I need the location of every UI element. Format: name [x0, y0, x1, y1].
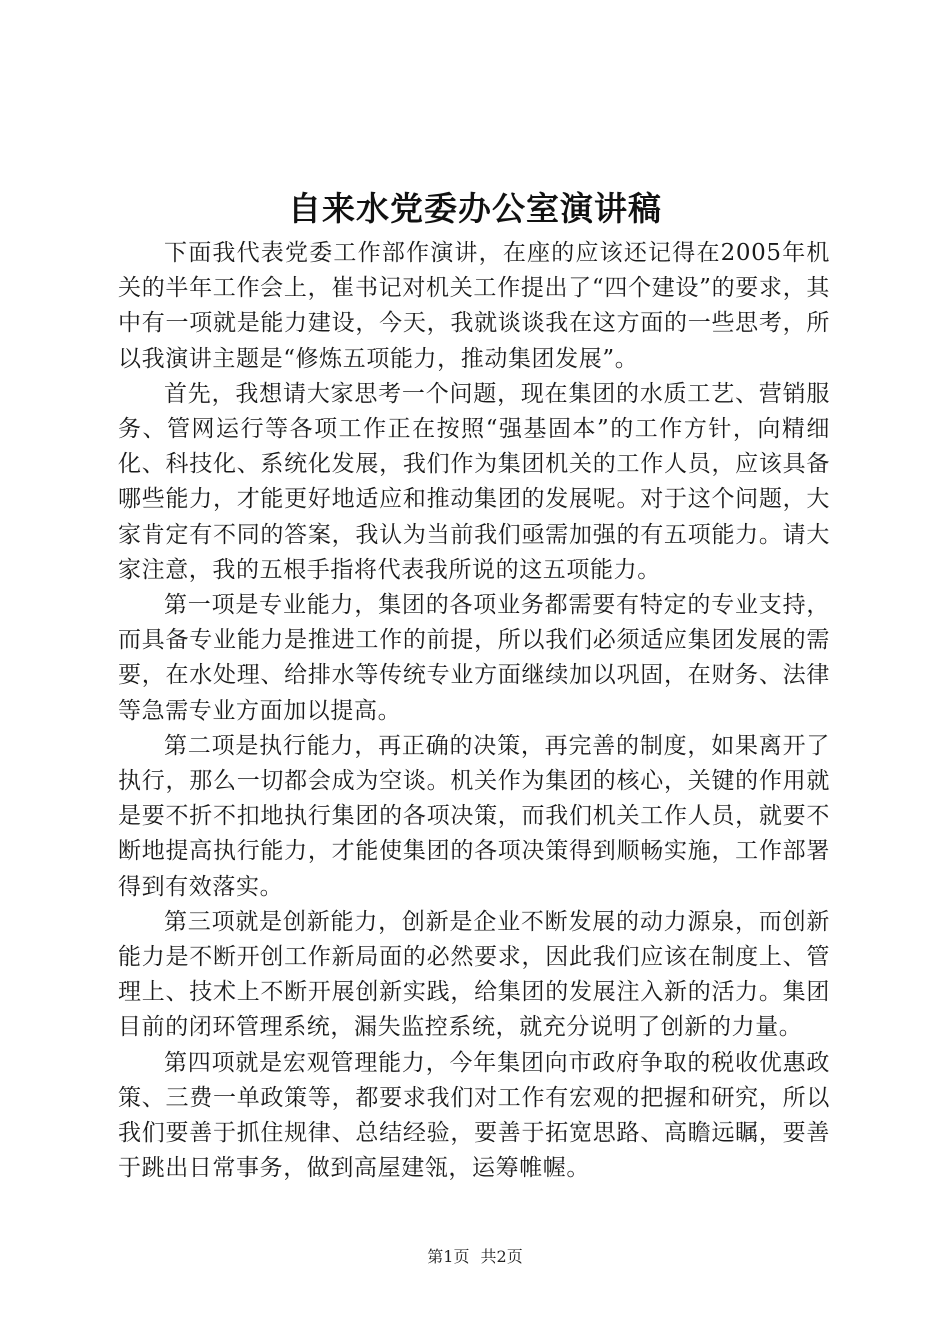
paragraph-question: 首先，我想请大家思考一个问题，现在集团的水质工艺、营销服务、管网运行等各项工作正在按照“强基固本”的工作方针，向精细化、科技化、系统化发展，我们作为集团机关的工作人员，应该具备哪些能力，才能更好地适应和推动集团的发展呢。对于这个问题，大家肯定有不同的答案，我认为当前我们亟需加强的有五项能力。请大家注意，我的五根手指将代表我所说的这五项能力。	[118, 380, 830, 583]
paragraph-intro: 下面我代表党委工作部作演讲，在座的应该还记得在2005年机关的半年工作会上，崔书记对机关工作提出了“四个建设”的要求，其中有一项就是能力建设，今天，我就谈谈我在这方面的一些思考，所以我演讲主题是“修炼五项能力，推动集团发展”。	[118, 240, 830, 372]
paragraph-innovation-ability: 第三项就是创新能力，创新是企业不断发展的动力源泉，而创新能力是不断开创工作新局面的必然要求，因此我们应该在制度上、管理上、技术上不断开展创新实践，给集团的发展注入新的活力。集团目前的闭环管理系统，漏失监控系统，就充分说明了创新的力量。	[118, 908, 830, 1041]
document-title: 自来水党委办公室演讲稿	[288, 189, 662, 228]
paragraph-macro-management-ability: 第四项就是宏观管理能力，今年集团向市政府争取的税收优惠政策、三费一单政策等，都要求我们对工作有宏观的把握和研究，所以我们要善于抓住规律、总结经验，要善于拓宽思路、高瞻远瞩，要善于跳出日常事务，做到高屋建瓴，运筹帷幄。	[118, 1049, 830, 1182]
page-total: 共2页	[480, 1247, 523, 1266]
page-footer	[0, 1244, 950, 1267]
paragraph-professional-ability: 第一项是专业能力，集团的各项业务都需要有特定的专业支持，而具备专业能力是推进工作的前提，所以我们必须适应集团发展的需要，在水处理、给排水等传统专业方面继续加以巩固，在财务、法律等急需专业方面加以提高。	[118, 592, 830, 724]
page-number: 第1页	[427, 1247, 470, 1266]
document-body	[118, 236, 830, 1186]
paragraph-execution-ability: 第二项是执行能力，再正确的决策，再完善的制度，如果离开了执行，那么一切都会成为空谈。机关作为集团的核心，关键的作用就是要不折不扣地执行集团的各项决策，而我们机关工作人员，就要不断地提高执行能力，才能使集团的各项决策得到顺畅实施，工作部署得到有效落实。	[118, 732, 830, 900]
